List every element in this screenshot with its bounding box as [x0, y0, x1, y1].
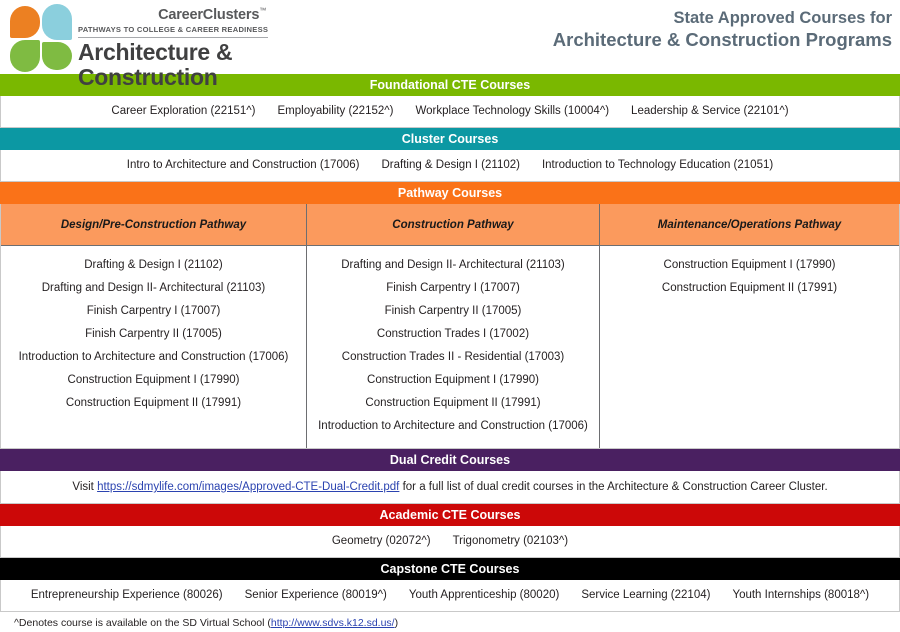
section-body-dual-credit — [0, 471, 900, 504]
career-cluster-leaf-logo-icon — [8, 4, 74, 72]
leaf-petal-orange-icon — [10, 6, 40, 38]
course-item: Youth Internships (80018^) — [732, 589, 870, 601]
page-title-line-2: Architecture & Construction Programs — [552, 29, 892, 50]
course-item: Construction Equipment II (17991) — [65, 397, 242, 409]
pathway-column-design-pre-construction — [1, 246, 307, 448]
course-item: Youth Apprenticeship (80020) — [408, 589, 560, 601]
section-body-capstone — [0, 580, 900, 612]
course-item: Finish Carpentry I (17007) — [386, 282, 520, 294]
pathway-header-maintenance-operations: Maintenance/Operations Pathway — [600, 204, 899, 246]
course-item: Geometry (02072^) — [331, 535, 431, 547]
section-body-academic — [0, 526, 900, 558]
section-header-capstone: Capstone CTE Courses — [0, 558, 900, 580]
course-item: Finish Carpentry II (17005) — [85, 328, 222, 340]
course-item: Drafting & Design I (21102) — [381, 159, 520, 171]
page-title-line-1: State Approved Courses for — [673, 9, 892, 27]
course-item: Trigonometry (02103^) — [452, 535, 569, 547]
brand-text-block — [78, 4, 268, 88]
cluster-course-list — [1, 150, 899, 181]
footnote-text-before: ^Denotes course is available on the SD Virtual School ( — [14, 617, 271, 629]
footnote-text-after: ) — [394, 617, 399, 629]
section-header-pathway: Pathway Courses — [0, 182, 900, 204]
course-item: Construction Equipment I (17990) — [367, 374, 539, 386]
virtual-school-footnote — [0, 612, 900, 629]
section-header-dual-credit: Dual Credit Courses — [0, 449, 900, 471]
course-item: Drafting and Design II- Architectural (21103) — [341, 259, 565, 271]
course-item: Introduction to Architecture and Construction (17006) — [18, 351, 289, 363]
pathway-header-design-pre-construction: Design/Pre-Construction Pathway — [1, 204, 307, 246]
dual-credit-pdf-link[interactable]: https://sdmylife.com/images/Approved-CTE-Dual-Credit.pdf — [97, 481, 400, 493]
section-header-academic: Academic CTE Courses — [0, 504, 900, 526]
career-clusters-tagline: PATHWAYS TO COLLEGE & CAREER READINESS — [78, 24, 268, 38]
course-item: Construction Trades II - Residential (17003) — [341, 351, 565, 363]
trademark-symbol: ™ — [259, 7, 267, 15]
course-item: Finish Carpentry I (17007) — [86, 305, 221, 317]
leaf-petal-green-right-icon — [42, 42, 72, 70]
pathway-column-maintenance-operations — [600, 246, 899, 448]
cluster-name-line-2: Construction — [78, 64, 218, 90]
section-header-foundational: Foundational CTE Courses — [0, 74, 900, 96]
pathway-column-headers — [0, 204, 900, 246]
course-item: Workplace Technology Skills (10004^) — [415, 105, 610, 117]
pathway-header-construction: Construction Pathway — [307, 204, 600, 246]
page-title — [553, 0, 900, 51]
course-item: Career Exploration (22151^) — [111, 105, 256, 117]
course-item: Entrepreneurship Experience (80026) — [30, 589, 223, 601]
section-header-cluster: Cluster Courses — [0, 128, 900, 150]
dual-credit-text-before: Visit — [72, 481, 98, 493]
section-body-cluster — [0, 150, 900, 182]
career-clusters-wordmark — [78, 6, 268, 24]
course-item: Introduction to Technology Education (21051) — [541, 159, 774, 171]
academic-course-list — [1, 526, 899, 557]
course-item: Construction Trades I (17002) — [376, 328, 530, 340]
course-item: Leadership & Service (22101^) — [631, 105, 789, 117]
brand-lockup — [0, 0, 268, 88]
course-item: Service Learning (22104) — [581, 589, 711, 601]
course-item: Senior Experience (80019^) — [244, 589, 387, 601]
dual-credit-text-after: for a full list of dual credit courses in the Architecture & Construction Career Cluster. — [399, 481, 828, 493]
career-clusters-name: CareerClusters — [158, 7, 260, 23]
pathway-columns-body — [0, 246, 900, 449]
course-item: Finish Carpentry II (17005) — [384, 305, 522, 317]
course-item: Employability (22152^) — [277, 105, 394, 117]
sd-virtual-school-link[interactable]: http://www.sdvs.k12.sd.us/ — [270, 617, 395, 629]
course-item: Construction Equipment I (17990) — [67, 374, 240, 386]
section-body-foundational — [0, 96, 900, 128]
capstone-course-list — [1, 580, 899, 611]
course-item: Drafting & Design I (21102) — [84, 259, 223, 271]
dual-credit-description — [1, 471, 899, 503]
course-item: Drafting and Design II- Architectural (21103) — [41, 282, 266, 294]
course-item: Construction Equipment II (17991) — [661, 282, 838, 294]
course-item: Intro to Architecture and Construction (17006) — [126, 159, 360, 171]
course-item: Construction Equipment I (17990) — [663, 259, 836, 271]
leaf-petal-blue-icon — [42, 4, 72, 40]
leaf-petal-green-left-icon — [10, 40, 40, 72]
pathway-column-construction — [307, 246, 600, 448]
foundational-course-list — [1, 96, 899, 127]
course-item: Construction Equipment II (17991) — [365, 397, 541, 409]
course-item: Introduction to Architecture and Construction (17006) — [318, 420, 588, 432]
cluster-name-line-1: Architecture & — [78, 39, 233, 65]
